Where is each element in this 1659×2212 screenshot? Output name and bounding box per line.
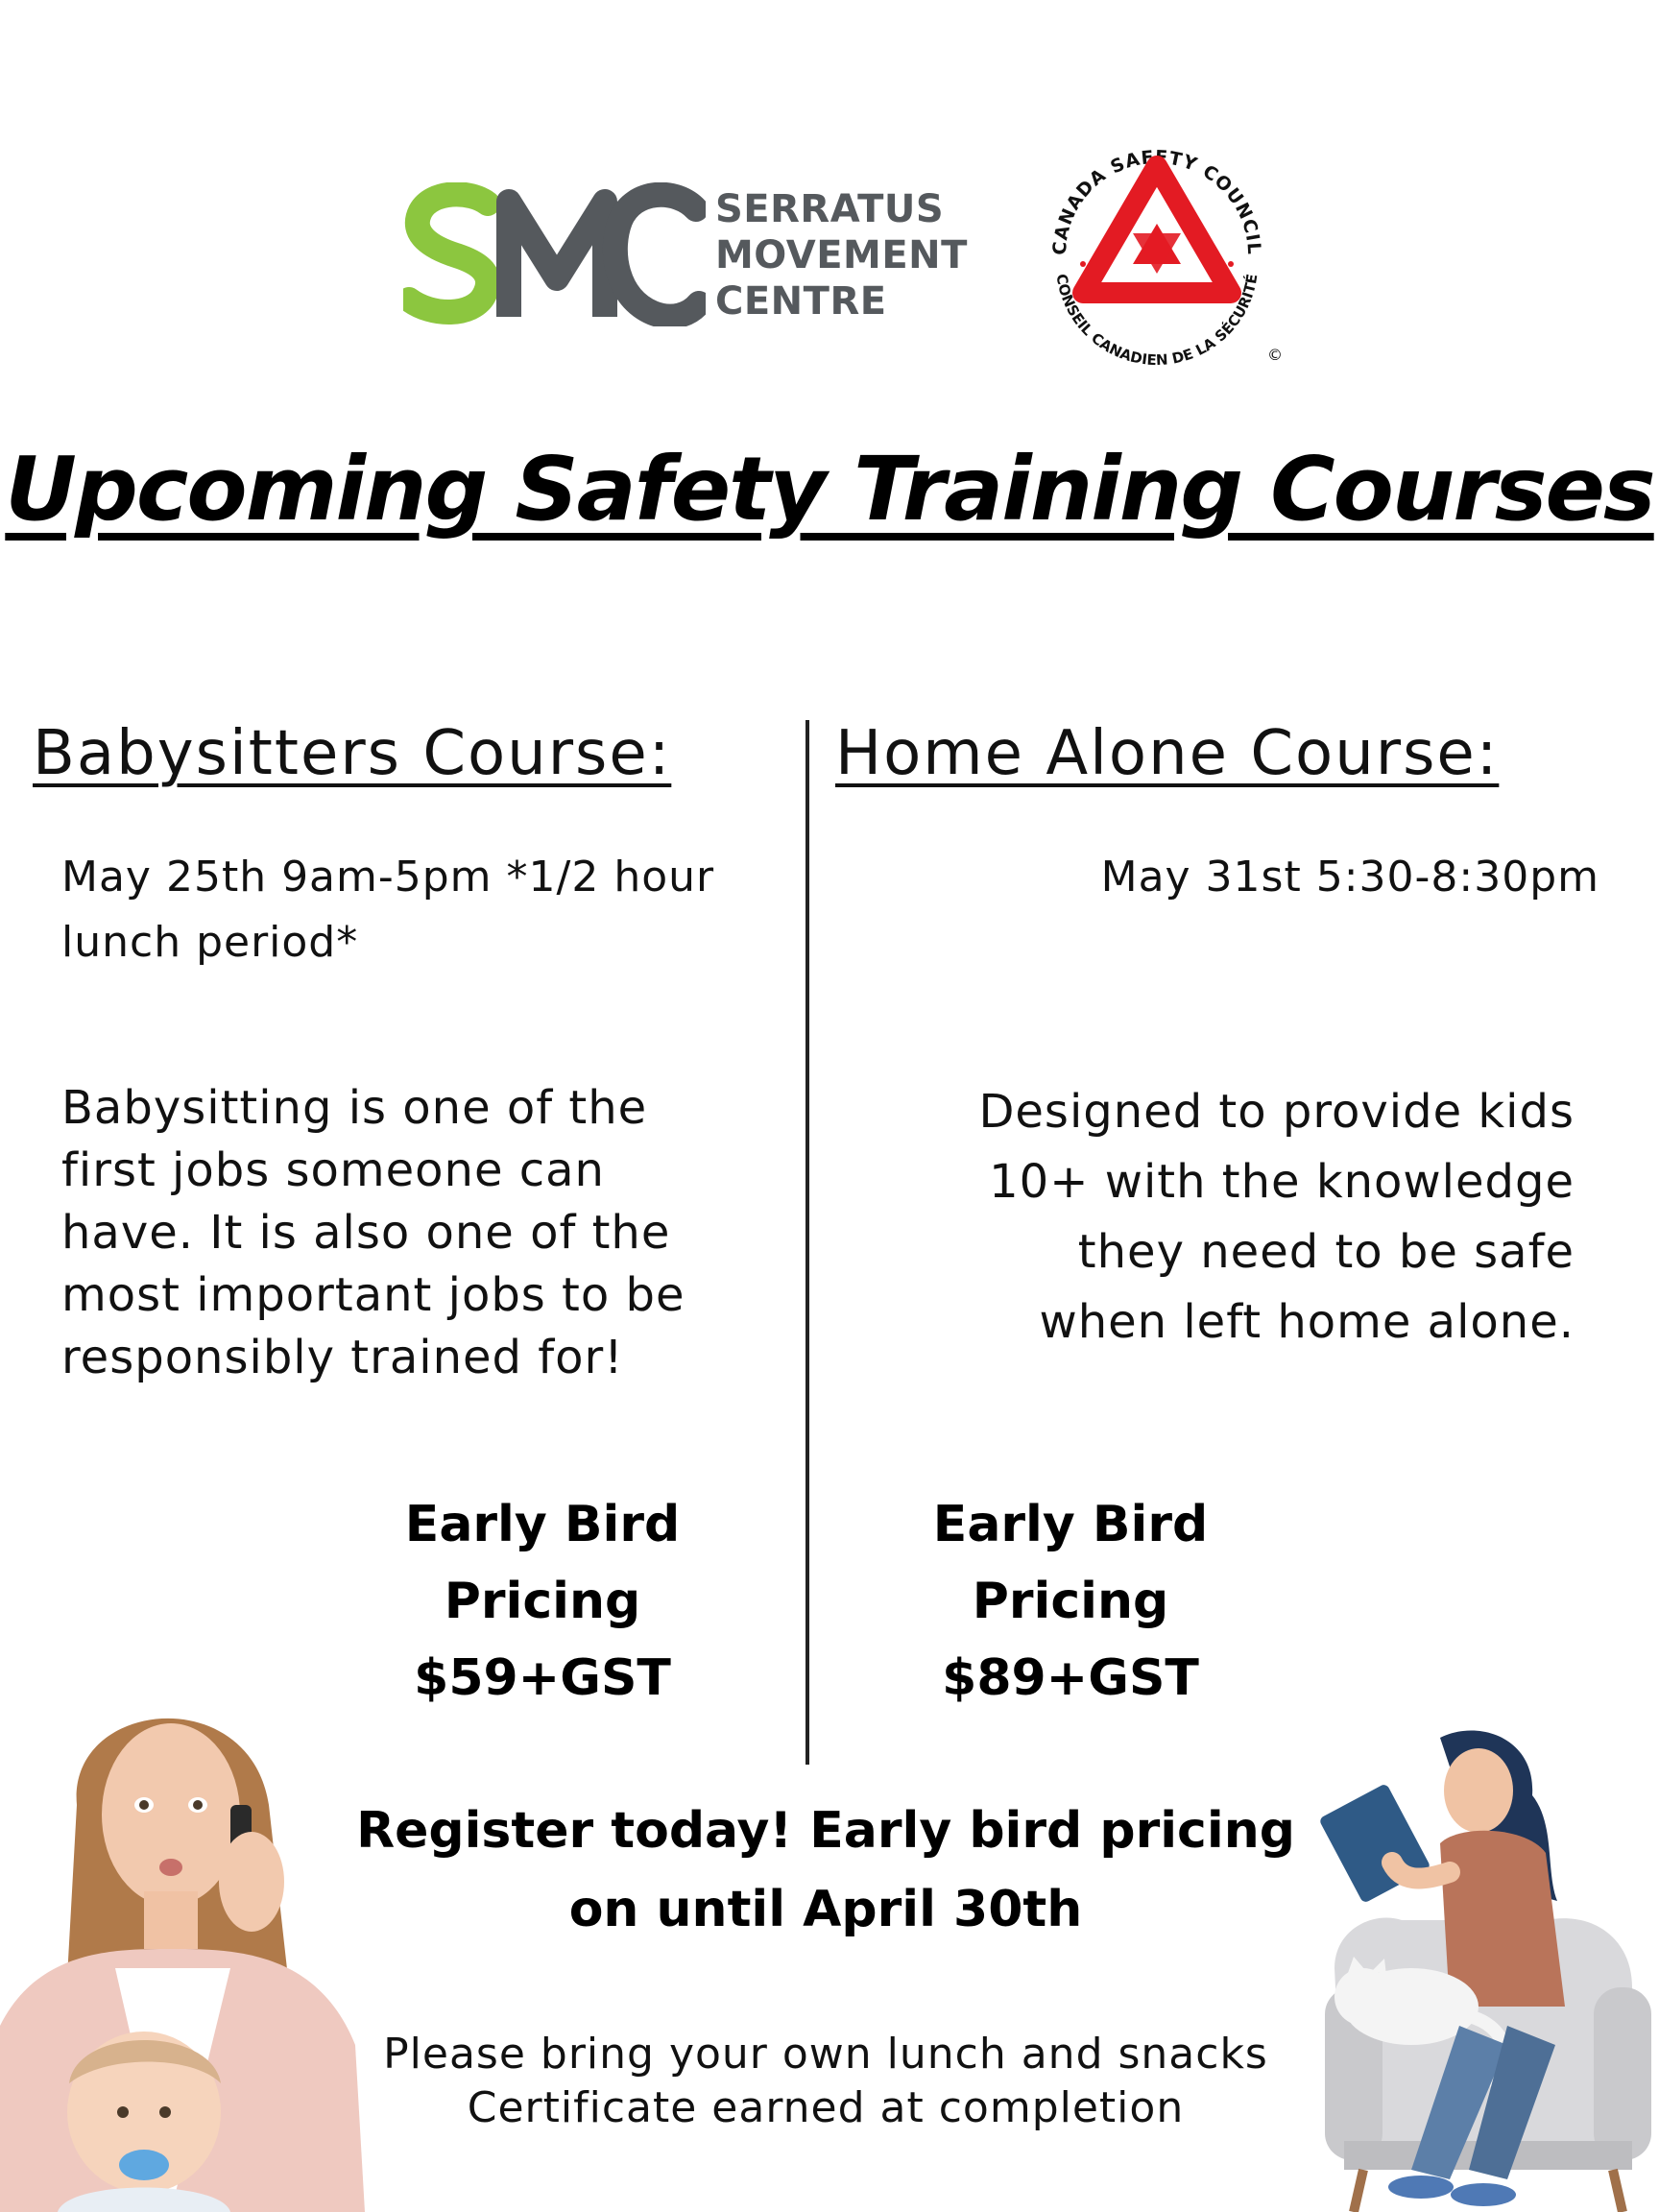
home-alone-description-line: Designed to provide kids [978,1085,1575,1139]
mother-with-baby-photo [0,1661,365,2212]
register-call-to-action [355,1791,1296,1949]
smc-logo-wordmark [715,186,1003,325]
smc-line-3: CENTRE [715,279,887,324]
home-alone-description [902,1077,1575,1358]
home-alone-description-line: when left home alone. [1039,1295,1575,1349]
serratus-movement-centre-logo [403,182,998,326]
babysitters-pricing-line-2: Pricing [444,1573,641,1630]
babysitters-price: $59+GST [414,1649,671,1707]
babysitters-description: Babysitting is one of the first jobs someone can have. It is also one of the most important jobs to be responsibly trained for! [61,1081,685,1384]
babysitters-pricing-line-1: Early Bird [404,1496,681,1553]
seal-copyright: © [1267,346,1283,364]
register-line-2: on until April 30th [568,1881,1083,1938]
babysitters-course-heading: Babysitters Course: [33,718,672,789]
register-line-1: Register today! Early bird pricing [356,1802,1295,1860]
home-alone-price: $89+GST [942,1649,1199,1707]
smc-line-2: MOVEMENT [715,233,968,277]
course-notes [355,2028,1296,2135]
babysitters-schedule: May 25th 9am-5pm *1/2 hour lunch period* [61,853,715,967]
notes-line-1: Please bring your own lunch and snacks [383,2030,1268,2079]
home-alone-description-line: they need to be safe [1077,1225,1575,1279]
column-divider [805,720,809,1765]
seal-bottom-text: CONSEIL CANADIEN DE LA SÉCURITÉ [1052,273,1262,370]
home-alone-pricing-line-1: Early Bird [932,1496,1209,1553]
home-alone-pricing [917,1486,1224,1717]
canada-safety-council-seal [1027,120,1286,379]
smc-line-1: SERRATUS [715,187,945,231]
notes-line-2: Certificate earned at completion [467,2083,1185,2132]
smc-logo-mark [403,182,706,326]
home-alone-schedule: May 31st 5:30-8:30pm [1100,853,1599,902]
woman-reading-illustration [1306,1719,1659,2212]
home-alone-pricing-line-2: Pricing [972,1573,1169,1630]
babysitters-pricing [389,1486,696,1717]
home-alone-description-line: 10+ with the knowledge [989,1155,1575,1209]
seal-top-text: CANADA SAFETY COUNCIL [1048,146,1265,256]
home-alone-course-heading: Home Alone Course: [835,718,1500,789]
page-title: Upcoming Safety Training Courses [5,438,1654,541]
